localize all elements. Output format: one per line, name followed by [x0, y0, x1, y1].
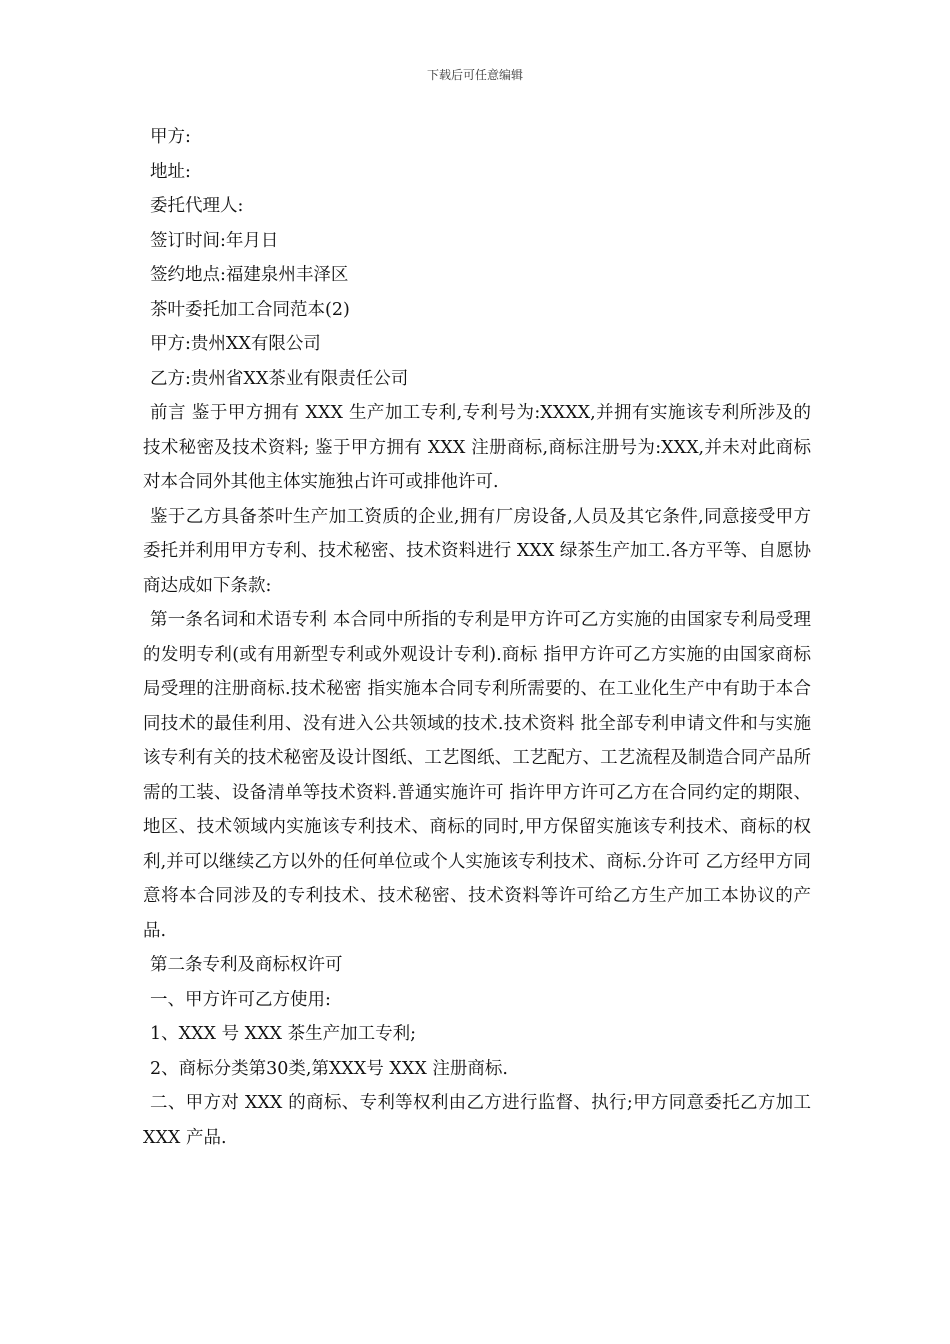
- clause-one: 一、甲方许可乙方使用:: [150, 989, 331, 1010]
- party-a-name: 甲方:贵州XX有限公司: [150, 334, 321, 354]
- contract-title: 茶叶委托加工合同范本(2): [150, 299, 350, 320]
- preface-paragraph: 前言 鉴于甲方拥有 XXX 生产加工专利,专利号为:XXXX,并拥有实施该专利所涉及的技术秘密及技术资料; 鉴于甲方拥有 XXX 注册商标,商标注册号为:XXX,并未对此商标对本合同外其他主体实施独占许可或排他许可.: [143, 403, 811, 492]
- party-b-qualification-paragraph: 鉴于乙方具备茶叶生产加工资质的企业,拥有厂房设备,人员及其它条件,同意接受甲方委托并利用甲方专利、技术秘密、技术资料进行 XXX 绿茶生产加工.各方平等、自愿协商达成如下条款:: [143, 506, 811, 596]
- article-two-heading: 第二条专利及商标权许可: [150, 955, 343, 975]
- article-one-terms: 第一条名词和术语专利 本合同中所指的专利是甲方许可乙方实施的由国家专利局受理的发明专利(或有用新型专利或外观设计专利).商标 指甲方许可乙方实施的由国家商标局受理的注册商标.技术秘密 指实施本合同专利所需要的、在工业化生产中有助于本合同技术的最佳利用、没有进入公共领域的技术.技术资料 批全部专利申请文件和与实施该专利有关的技术秘密及设计图纸、工艺图纸、工艺配方、工艺流程及制造合同产品所需的工装、设备清单等技术资料.普通实施许可 指许甲方许可乙方在合同约定的期限、地区、技术领域内实施该专利技术、商标的同时,甲方保留实施该专利技术、商标的权利,并可以继续乙方以外的任何单位或个人实施该专利技术、商标.分许可 乙方经甲方同意将本合同涉及的专利技术、技术秘密、技术资料等许可给乙方生产加工本协议的产品.: [143, 610, 811, 941]
- agent-label: 委托代理人:: [150, 196, 244, 216]
- party-a-label: 甲方:: [150, 127, 191, 147]
- signing-location: 签约地点:福建泉州丰泽区: [150, 265, 349, 285]
- clause-one-item-2: 2、商标分类第30类,第XXX号 XXX 注册商标.: [150, 1058, 508, 1079]
- signing-date: 签订时间:年月日: [150, 230, 279, 251]
- party-b-name: 乙方:贵州省XX茶业有限责任公司: [150, 368, 409, 389]
- document-body: [143, 120, 811, 1155]
- page-header: 下载后可任意编辑: [426, 68, 523, 82]
- address-label: 地址:: [150, 161, 191, 182]
- clause-one-item-1: 1、XXX 号 XXX 茶生产加工专利;: [150, 1024, 416, 1044]
- clause-two: 二、甲方对 XXX 的商标、专利等权利由乙方进行监督、执行;甲方同意委托乙方加工 XXX 产品.: [143, 1093, 811, 1148]
